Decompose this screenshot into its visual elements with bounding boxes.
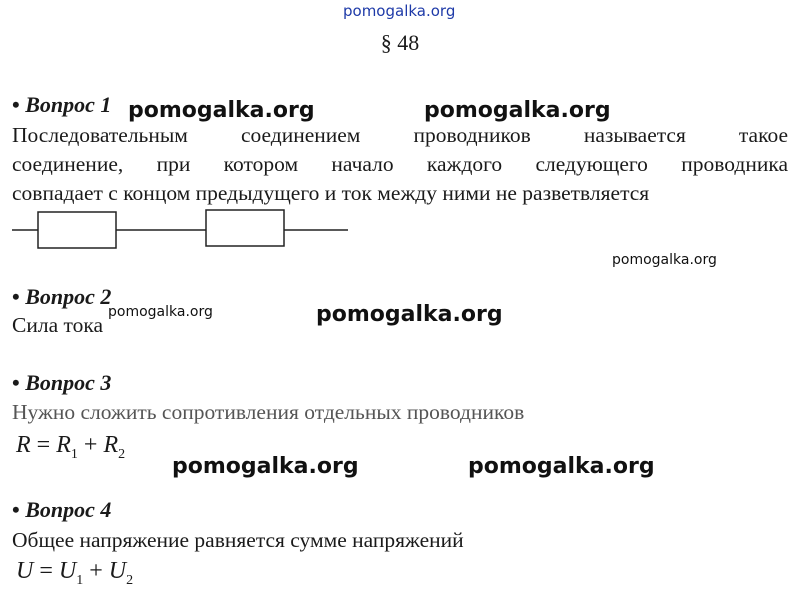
formula-plus: + — [89, 558, 103, 584]
question-2-label: Вопрос 2 — [25, 284, 112, 309]
question-1-heading — [12, 92, 111, 118]
resistor-2 — [206, 210, 284, 246]
formula-voltage — [16, 558, 133, 589]
watermark-top[interactable]: pomogalka.org — [343, 2, 456, 20]
question-4-answer: Общее напряжение равняется сумме напряжений — [12, 528, 464, 552]
bullet-icon: • — [12, 497, 20, 522]
formula-r2-subscript: 2 — [118, 446, 126, 462]
formula-r2: R — [103, 432, 119, 458]
question-1-line-3: совпадает с концом предыдущего и ток между ними не разветвляется — [12, 181, 650, 205]
formula-r1-subscript: 1 — [70, 446, 78, 462]
formula-u1: U — [58, 558, 77, 584]
series-circuit-diagram — [10, 205, 355, 255]
watermark: pomogalka.org — [468, 454, 655, 479]
formula-r-total: R — [16, 432, 31, 458]
formula-resistance — [16, 432, 125, 463]
bullet-icon: • — [12, 284, 20, 309]
bullet-icon: • — [12, 370, 20, 395]
formula-u2: U — [108, 558, 127, 584]
question-4-label: Вопрос 4 — [25, 497, 112, 522]
question-3-answer: Нужно сложить сопротивления отдельных проводников — [12, 400, 525, 424]
formula-u1-subscript: 1 — [76, 572, 84, 588]
formula-u-total: U — [16, 558, 34, 584]
watermark: pomogalka.org — [424, 98, 611, 123]
formula-plus: + — [83, 432, 98, 458]
bullet-icon: • — [12, 92, 20, 117]
watermark: pomogalka.org — [172, 454, 359, 479]
question-3-heading — [12, 370, 111, 396]
question-1-label: Вопрос 1 — [25, 92, 112, 117]
question-4-heading — [12, 497, 111, 523]
watermark: pomogalka.org — [316, 302, 503, 327]
watermark: pomogalka.org — [128, 98, 315, 123]
resistor-1 — [38, 212, 116, 248]
question-3-label: Вопрос 3 — [25, 370, 112, 395]
section-title: § 48 — [380, 30, 420, 55]
question-1-line-1: Последовательным соединением проводников называется такое — [12, 123, 788, 147]
watermark: pomogalka.org — [108, 304, 213, 320]
question-2-heading — [12, 284, 111, 310]
formula-equals: = — [36, 432, 51, 458]
question-1-line-2: соединение, при котором начало каждого следующего проводника — [12, 152, 788, 176]
formula-u2-subscript: 2 — [126, 572, 134, 588]
formula-equals: = — [39, 558, 53, 584]
formula-r1: R — [56, 432, 71, 458]
watermark: pomogalka.org — [612, 252, 717, 268]
question-2-answer: Сила тока — [12, 313, 104, 337]
